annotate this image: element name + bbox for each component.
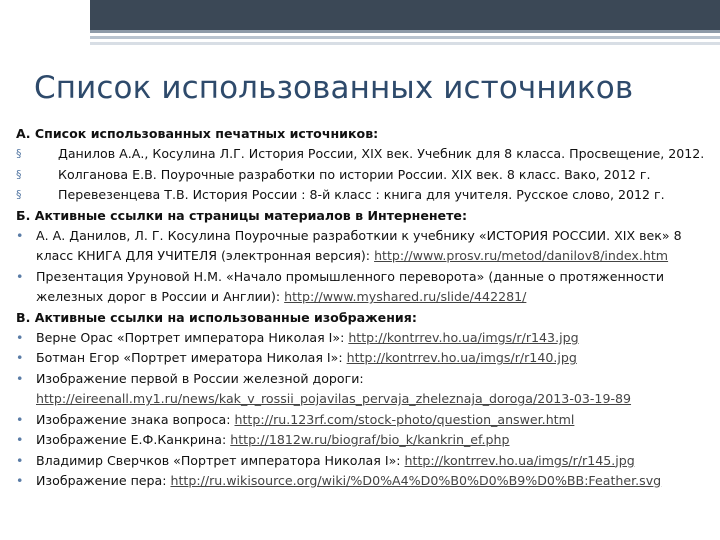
source-text: Перевезенцева Т.В. История России : 8-й класс : книга для учителя. Русское слово, 2012 г. bbox=[58, 187, 665, 203]
list-item bbox=[16, 430, 712, 450]
source-link[interactable]: http://kontrrev.ho.ua/imgs/r/r140.jpg bbox=[346, 350, 577, 366]
dot-bullet-icon: • bbox=[16, 472, 24, 488]
top-decor-band bbox=[0, 0, 720, 30]
source-link[interactable]: http://ru.wikisource.org/wiki/%D0%A4%D0%B0%D0%B9%D0%BB:Feather.svg bbox=[170, 472, 662, 488]
list-item bbox=[16, 226, 712, 267]
dot-bullet-icon: • bbox=[16, 370, 24, 386]
source-text: Ботман Егор «Портрет имератора Николая I»: bbox=[36, 350, 347, 366]
source-text: Изображение Е.Ф.Канкрина: bbox=[36, 432, 231, 448]
source-text: Изображение первой в России железной дороги: bbox=[36, 370, 364, 386]
list-item bbox=[16, 451, 712, 471]
dot-bullet-icon: • bbox=[16, 350, 24, 366]
list-item bbox=[16, 471, 712, 491]
source-text: Презентация Уруновой Н.М. «Начало промышленного переворота» (данные о протяженности железных дорог в России и Англии): bbox=[36, 268, 665, 305]
dot-bullet-icon: • bbox=[16, 268, 24, 284]
slide-title: Список использованных источников bbox=[34, 70, 634, 106]
list-item bbox=[16, 267, 712, 308]
source-text: Владимир Сверчков «Портрет императора Николая I»: bbox=[36, 452, 405, 468]
square-bullet-icon: § bbox=[16, 167, 22, 181]
source-link[interactable]: http://kontrrev.ho.ua/imgs/r/r143.jpg bbox=[348, 330, 579, 346]
source-text: Данилов А.А., Косулина Л.Г. История России, XIX век. Учебник для 8 класса. Просвещение, 2012. bbox=[58, 146, 705, 162]
section-b-heading: Б. Активные ссылки на страницы материалов в Интерненете: bbox=[16, 207, 467, 223]
top-dark-bar bbox=[90, 0, 720, 30]
list-item bbox=[16, 410, 712, 430]
list-item bbox=[16, 185, 712, 205]
section-c-heading: В. Активные ссылки на использованные изображения: bbox=[16, 309, 417, 325]
list-item bbox=[16, 369, 712, 410]
dot-bullet-icon: • bbox=[16, 411, 24, 427]
source-text: А. А. Данилов, Л. Г. Косулина Поурочные разработкии к учебнику «ИСТОРИЯ РОССИИ. XIX век» 8 класс КНИГА ДЛЯ УЧИТЕЛЯ (электронная версия): bbox=[36, 228, 682, 264]
source-link[interactable]: http://kontrrev.ho.ua/imgs/r/r145.jpg bbox=[404, 452, 635, 468]
list-item bbox=[16, 165, 712, 185]
source-link[interactable]: http://www.prosv.ru/metod/danilov8/index.htm bbox=[374, 248, 669, 264]
top-stripe-lines bbox=[90, 30, 720, 48]
dot-bullet-icon: • bbox=[16, 228, 24, 244]
square-bullet-icon: § bbox=[16, 147, 22, 161]
source-text: Изображение знака вопроса: bbox=[36, 411, 235, 427]
list-item bbox=[16, 144, 712, 164]
source-link[interactable]: http://1812w.ru/biograf/bio_k/kankrin_ef.php bbox=[230, 432, 510, 448]
source-text: Верне Орас «Портрет императора Николая I»: bbox=[36, 330, 349, 346]
source-link[interactable]: http://www.myshared.ru/slide/442281/ bbox=[284, 289, 527, 305]
list-item bbox=[16, 328, 712, 348]
source-link[interactable]: http://ru.123rf.com/stock-photo/question_answer.html bbox=[234, 411, 575, 427]
dot-bullet-icon: • bbox=[16, 330, 24, 346]
source-link[interactable]: http://eireenall.my1.ru/news/kak_v_rossii_pojavilas_pervaja_zheleznaja_doroga/2013-03-19-89 bbox=[36, 391, 632, 407]
source-text: Колганова Е.В. Поурочные разработки по истории России. XIX век. 8 класс. Вако, 2012 г. bbox=[58, 166, 651, 182]
sources-list bbox=[16, 124, 712, 491]
dot-bullet-icon: • bbox=[16, 432, 24, 448]
square-bullet-icon: § bbox=[16, 188, 22, 202]
list-item bbox=[16, 348, 712, 368]
section-a-heading: А. Список использованных печатных источников: bbox=[16, 126, 379, 141]
source-text: Изображение пера: bbox=[36, 472, 171, 488]
dot-bullet-icon: • bbox=[16, 452, 24, 468]
